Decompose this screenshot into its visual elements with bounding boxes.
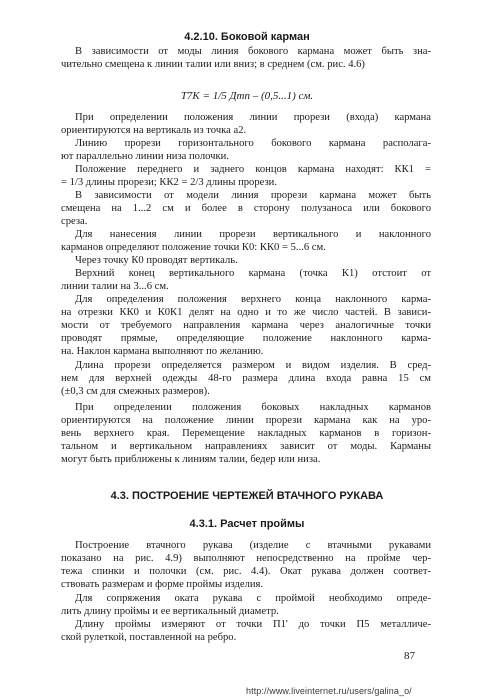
text-line: тежа спинки и полочки (см. рис. 4.4). Окат рукава должен соответ- bbox=[61, 566, 431, 578]
chapter-heading: 4.3. ПОСТРОЕНИЕ ЧЕРТЕЖЕЙ ВТАЧНОГО РУКАВА bbox=[110, 490, 384, 502]
text-line: В зависимости от моды линия бокового кармана может быть зна- bbox=[75, 46, 431, 57]
text-line: смещена на 1...2 см и более в сторону полузаноса или бокового bbox=[61, 203, 431, 215]
text-line: = 1/3 длины прорези; КК2 = 2/3 длины прорези. bbox=[61, 177, 277, 189]
text-line: среза. bbox=[61, 216, 88, 228]
text-line: тальном и вертикальном направлениях зависит от моды. Карманы bbox=[61, 441, 431, 453]
paragraph-3 bbox=[61, 137, 431, 163]
text-line: Длина прорези определяется размером и видом изделия. В сред- bbox=[75, 360, 431, 371]
paragraph-13 bbox=[61, 592, 431, 618]
text-line: лить длину проймы и ее вертикальный диаметр. bbox=[61, 606, 279, 618]
paragraph-9 bbox=[61, 293, 431, 358]
paragraph-14 bbox=[61, 618, 431, 644]
paragraph-4 bbox=[61, 163, 431, 189]
text-line: показано на рис. 4.9) выполняют непосредственно на пройме чер- bbox=[61, 553, 431, 565]
text-line: Построение втачного рукава (изделие с втачными рукавами bbox=[75, 540, 431, 551]
paragraph-10 bbox=[61, 359, 431, 398]
paragraph-1 bbox=[61, 45, 431, 71]
text-line: Для нанесения линии прорези вертикального и наклонного bbox=[75, 229, 431, 240]
text-line: проводят прямые, определяющие положение наклонного карма- bbox=[61, 333, 431, 345]
formula: T7K = 1/5 Дтп – (0,5...1) см. bbox=[180, 90, 314, 102]
paragraph-7 bbox=[61, 254, 431, 267]
paragraph-5 bbox=[61, 189, 431, 228]
text-line: могут быть приближены к линиям талии, бедер или низа. bbox=[61, 454, 321, 466]
paragraph-11 bbox=[61, 401, 431, 466]
paragraph-2 bbox=[61, 111, 431, 137]
text-line: мости от требуемого направления кармана через аналогичные точки bbox=[61, 320, 431, 332]
text-line: ют параллельно линии низа полочки. bbox=[61, 151, 229, 163]
text-line: При определении положения линии прорези (входа) кармана bbox=[75, 112, 431, 123]
text-line: карманов определяют положение точки К0: КК0 = 5...6 см. bbox=[61, 242, 326, 254]
paragraph-12 bbox=[61, 539, 431, 591]
text-line: вень верхнего края. Перемещение накладных карманов в горизон- bbox=[61, 428, 431, 440]
text-line: ориентируются на положение линии прорези кармана как на уро- bbox=[61, 415, 431, 427]
text-line: Через точку К0 проводят вертикаль. bbox=[75, 255, 238, 266]
text-line: Для сопряжения оката рукава с проймой необходимо опреде- bbox=[75, 593, 431, 604]
subsection-heading: 4.3.1. Расчет проймы bbox=[189, 518, 305, 530]
text-line: чительно смещена к линии талии или вниз; в среднем (см. рис. 4.6) bbox=[61, 59, 365, 71]
text-line: Линию прорези горизонтального бокового кармана располага- bbox=[75, 138, 431, 149]
text-line: ориентируются на вертикаль из точка а2. bbox=[61, 125, 247, 137]
text-line: нем для верхней одежды 48-го размера длина входа равна 15 см bbox=[61, 373, 431, 385]
text-line: В зависимости от модели линия прорези кармана может быть bbox=[75, 190, 431, 201]
text-line: ствовать размерам и форме проймы изделия. bbox=[61, 579, 264, 591]
text-line: Верхний конец вертикального кармана (точка К1) отстоит от bbox=[75, 268, 431, 279]
paragraph-6 bbox=[61, 228, 431, 254]
page-number: 87 bbox=[404, 650, 415, 662]
text-line: Длину проймы измеряют от точки П1' до точки П5 металличе- bbox=[75, 619, 431, 630]
paragraph-8 bbox=[61, 267, 431, 293]
text-line: на. Наклон кармана выполняют по желанию. bbox=[61, 346, 264, 358]
text-line: (±0,3 см для смежных размеров). bbox=[61, 386, 210, 398]
text-line: ской рулеткой, поставленной на ребро. bbox=[61, 632, 237, 644]
text-line: При определении положения боковых накладных карманов bbox=[75, 402, 431, 413]
text-line: линии талии на 3...6 см. bbox=[61, 281, 169, 293]
footer-url: http://www.liveinternet.ru/users/galina_o/ bbox=[246, 686, 412, 696]
text-line: Положение переднего и заднего концов кармана находят: КК1 = bbox=[75, 164, 431, 175]
text-line: Для определения положения верхнего конца наклонного карма- bbox=[75, 294, 431, 305]
text-line: на отрезки КК0 и К0К1 делят на одно и то же число частей. В зависи- bbox=[61, 307, 431, 319]
section-heading: 4.2.10. Боковой карман bbox=[184, 31, 310, 43]
